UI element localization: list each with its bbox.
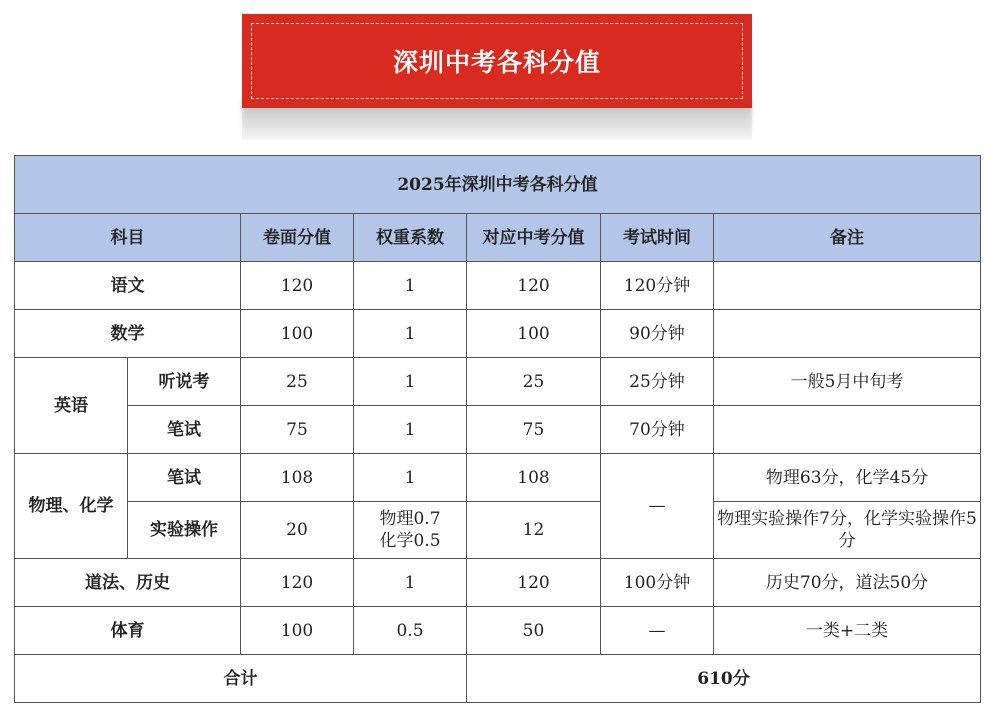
- header-weight: 权重系数: [354, 214, 467, 262]
- total-label: 合计: [15, 655, 467, 703]
- paper-cell: 120: [241, 262, 354, 310]
- subject-cell: 语文: [15, 262, 241, 310]
- table-total-row: [15, 655, 981, 703]
- subpart-cell: 实验操作: [128, 502, 241, 559]
- table-row: [15, 502, 981, 559]
- note-cell: 一类+二类: [714, 607, 981, 655]
- table-row: [15, 310, 981, 358]
- weight-physics: 物理0.7: [379, 509, 441, 529]
- subject-cell: 体育: [15, 607, 241, 655]
- header-paper-score: 卷面分值: [241, 214, 354, 262]
- time-cell: 100分钟: [601, 559, 714, 607]
- note-cell: [714, 406, 981, 454]
- subject-cell: 数学: [15, 310, 241, 358]
- paper-cell: 20: [241, 502, 354, 559]
- time-cell: 90分钟: [601, 310, 714, 358]
- note-cell: 一般5月中旬考: [714, 358, 981, 406]
- header-converted-score: 对应中考分值: [467, 214, 601, 262]
- subpart-cell: 笔试: [128, 406, 241, 454]
- converted-cell: 50: [467, 607, 601, 655]
- note-cell: [714, 262, 981, 310]
- table-caption-row: [15, 156, 981, 214]
- subpart-cell: 笔试: [128, 454, 241, 502]
- paper-cell: 100: [241, 607, 354, 655]
- table-row: [15, 262, 981, 310]
- converted-cell: 120: [467, 262, 601, 310]
- subpart-cell: 听说考: [128, 358, 241, 406]
- time-cell: —: [601, 454, 714, 559]
- table-row: [15, 358, 981, 406]
- note-cell: 历史70分，道法50分: [714, 559, 981, 607]
- weight-chemistry: 化学0.5: [379, 531, 441, 551]
- table-caption: 2025年深圳中考各科分值: [15, 156, 981, 214]
- converted-cell: 120: [467, 559, 601, 607]
- weight-cell: 1: [354, 262, 467, 310]
- table-row: [15, 559, 981, 607]
- score-table: [14, 155, 981, 703]
- paper-cell: 25: [241, 358, 354, 406]
- weight-cell: 1: [354, 310, 467, 358]
- note-cell: 物理63分，化学45分: [714, 454, 981, 502]
- paper-cell: 75: [241, 406, 354, 454]
- banner-dashed-frame: [251, 23, 743, 99]
- converted-cell: 108: [467, 454, 601, 502]
- time-cell: 120分钟: [601, 262, 714, 310]
- header-note: 备注: [714, 214, 981, 262]
- note-cell: 物理实验操作7分，化学实验操作5分: [714, 502, 981, 559]
- paper-cell: 108: [241, 454, 354, 502]
- converted-cell: 12: [467, 502, 601, 559]
- time-cell: —: [601, 607, 714, 655]
- table-row: [15, 454, 981, 502]
- weight-cell: 1: [354, 358, 467, 406]
- weight-cell: 1: [354, 406, 467, 454]
- time-cell: 25分钟: [601, 358, 714, 406]
- banner-title: 深圳中考各科分值: [392, 48, 601, 77]
- table-row: [15, 406, 981, 454]
- header-subject: 科目: [15, 214, 241, 262]
- subject-cell: 英语: [15, 358, 128, 454]
- paper-cell: 100: [241, 310, 354, 358]
- converted-cell: 75: [467, 406, 601, 454]
- time-cell: 70分钟: [601, 406, 714, 454]
- subject-cell: 物理、化学: [15, 454, 128, 559]
- converted-cell: 25: [467, 358, 601, 406]
- paper-cell: 120: [241, 559, 354, 607]
- weight-cell: 1: [354, 454, 467, 502]
- weight-cell: [354, 502, 467, 559]
- table-row: [15, 607, 981, 655]
- note-cell: [714, 310, 981, 358]
- title-banner: [242, 14, 752, 108]
- weight-cell: 1: [354, 559, 467, 607]
- converted-cell: 100: [467, 310, 601, 358]
- total-value: 610分: [467, 655, 981, 703]
- subject-cell: 道法、历史: [15, 559, 241, 607]
- table-header-row: [15, 214, 981, 262]
- header-exam-time: 考试时间: [601, 214, 714, 262]
- weight-cell: 0.5: [354, 607, 467, 655]
